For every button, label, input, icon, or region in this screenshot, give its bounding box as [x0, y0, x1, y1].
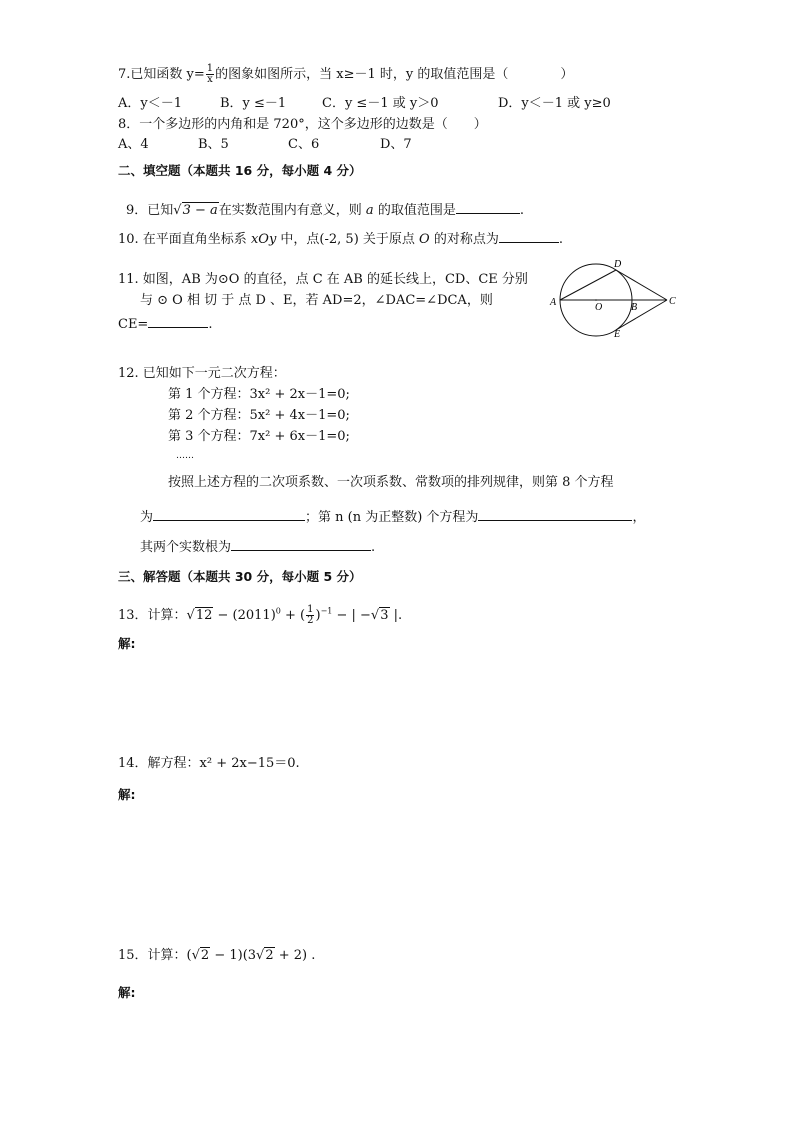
- q12-rule-text: 按照上述方程的二次项系数、一次项系数、常数项的排列规律，则第 8 个方程: [168, 475, 614, 490]
- q9-radical-sign: √: [173, 203, 182, 218]
- question-15: [118, 948, 315, 964]
- section-3-title: 三、解答题（本题共 30 分，每小题 5 分）: [118, 569, 362, 584]
- q9-variable: a: [365, 203, 374, 218]
- q12-text-a: 为: [140, 510, 154, 525]
- q15-radicand-1: 2: [200, 948, 210, 963]
- q15-text-b: − 1)(3: [210, 948, 257, 963]
- q13-text-f: |.: [389, 608, 403, 623]
- q7-fraction: [206, 64, 214, 85]
- q7-stem-b: 的图象如图所示，当 x≥－1 时，y 的取值范围是（ ）: [215, 67, 574, 82]
- label-a: A: [550, 297, 557, 308]
- q13-frac-num: 1: [307, 604, 314, 615]
- q15-text-c: + 2) .: [274, 948, 316, 963]
- q12-equation-3: 第 3 个方程：7x² + 6x－1=0;: [168, 429, 350, 444]
- q11-end: .: [208, 317, 213, 332]
- q11-line-2: 与 ⊙ O 相 切 于 点 D 、E，若 AD=2，∠DAC=∠DCA，则: [140, 293, 493, 308]
- line-ce: [616, 300, 667, 330]
- q7-option-b: B．y ≤－1: [220, 96, 287, 111]
- q9-text-c: 的取值范围是: [377, 203, 456, 218]
- section-2-title: 二、填空题（本题共 16 分，每小题 4 分）: [118, 163, 362, 178]
- question-14: 14．解方程：x² + 2x−15＝0.: [118, 756, 300, 771]
- q8-option-c: C、6: [288, 137, 320, 152]
- q10-end: .: [558, 232, 563, 247]
- q11-ce-label: CE=: [118, 317, 149, 332]
- q12-text-c: 其两个实数根为: [140, 540, 232, 555]
- q7-stem-a: 7.已知函数 y=: [118, 67, 205, 82]
- q13-frac-den: 2: [307, 615, 314, 626]
- q10-origin: O: [419, 232, 430, 247]
- q13-exp-0: 0: [275, 606, 281, 616]
- q7-option-c: C．y ≤－1 或 y＞0: [322, 96, 439, 111]
- q13-text-c: + (: [280, 608, 306, 623]
- q15-radical-2: √: [256, 948, 265, 963]
- center-dot: [595, 299, 597, 301]
- q15-radical-1: √: [191, 948, 200, 963]
- q10-text-b: 中，点(-2, 5) 关于原点: [276, 232, 420, 247]
- q13-radicand-1: 12: [195, 608, 213, 623]
- q14-answer-label: 解:: [118, 787, 136, 802]
- q9-answer-blank[interactable]: [456, 201, 520, 214]
- question-9: [126, 201, 524, 219]
- q12-equation-2: 第 2 个方程：5x² + 4x－1=0;: [168, 408, 350, 423]
- q12-text-end: ，: [632, 510, 646, 525]
- q8-option-b: B、5: [198, 137, 229, 152]
- q11-line-1: 11. 如图，AB 为⊙O 的直径，点 C 在 AB 的延长线上，CD、CE 分别: [118, 272, 528, 287]
- q13-text-b: − (2011): [213, 608, 276, 623]
- q13-fraction: [306, 605, 314, 626]
- question-7-stem: [118, 64, 573, 85]
- q13-text-e: − | −: [332, 608, 371, 623]
- q11-answer-blank[interactable]: [148, 315, 208, 328]
- label-o: O: [595, 302, 603, 313]
- q13-answer-label: 解:: [118, 636, 136, 651]
- q13-text-d: ): [315, 608, 321, 623]
- q13-exp-1: −1: [320, 606, 333, 616]
- q12-ellipsis: ……: [176, 451, 194, 461]
- q12-line-a: [140, 508, 645, 526]
- q7-frac-den: x: [207, 74, 213, 85]
- q9-text-b: 在实数范围内有意义，则: [218, 203, 362, 218]
- q15-text-a: 15．计算：(: [118, 948, 192, 963]
- q13-text-a: 13．计算：: [118, 608, 187, 623]
- q15-radicand-2: 2: [265, 948, 274, 963]
- label-d: D: [614, 259, 622, 270]
- q10-coord-system: xOy: [250, 232, 277, 247]
- line-ad: [560, 270, 616, 300]
- q13-radical-1: √: [186, 608, 195, 623]
- question-13: [118, 605, 402, 626]
- q12-equation-1: 第 1 个方程：3x² + 2x－1=0;: [168, 387, 350, 402]
- q13-radicand-2: 3: [380, 608, 389, 623]
- q8-option-a: A、4: [118, 137, 149, 152]
- q12-stem: 12. 已知如下一元二次方程：: [118, 366, 286, 381]
- q11-line-3: [118, 315, 212, 333]
- q12-blank-eq8[interactable]: [153, 508, 305, 521]
- q8-option-d: D、7: [380, 137, 412, 152]
- q9-text-a: 9．已知: [126, 203, 174, 218]
- q12-text-c-end: .: [371, 540, 376, 555]
- q12-blank-roots[interactable]: [231, 538, 371, 551]
- q9-end: .: [519, 203, 524, 218]
- label-b: B: [631, 302, 638, 313]
- q9-radicand: 3 − a: [182, 203, 218, 218]
- label-e: E: [614, 329, 621, 338]
- q12-line-c: [140, 538, 375, 556]
- q10-text-c: 的对称点为: [429, 232, 499, 247]
- question-8-stem: 8．一个多边形的内角和是 720°，这个多边形的边数是（ ）: [118, 117, 487, 132]
- question-10: [118, 230, 563, 248]
- q12-blank-eqn[interactable]: [478, 508, 632, 521]
- q13-radical-2: √: [370, 608, 380, 623]
- line-cd: [616, 270, 667, 300]
- q12-text-b: ；第 n (n 为正整数) 个方程为: [305, 510, 479, 525]
- q11-circle-figure: [548, 258, 678, 338]
- q7-option-a: A．y＜－1: [118, 96, 183, 111]
- q15-answer-label: 解:: [118, 985, 136, 1000]
- q7-option-d: D．y＜－1 或 y≥0: [498, 96, 611, 111]
- q10-text-a: 10. 在平面直角坐标系: [118, 232, 251, 247]
- label-c: C: [669, 296, 676, 307]
- q10-answer-blank[interactable]: [499, 230, 559, 243]
- q7-frac-num: 1: [206, 63, 214, 74]
